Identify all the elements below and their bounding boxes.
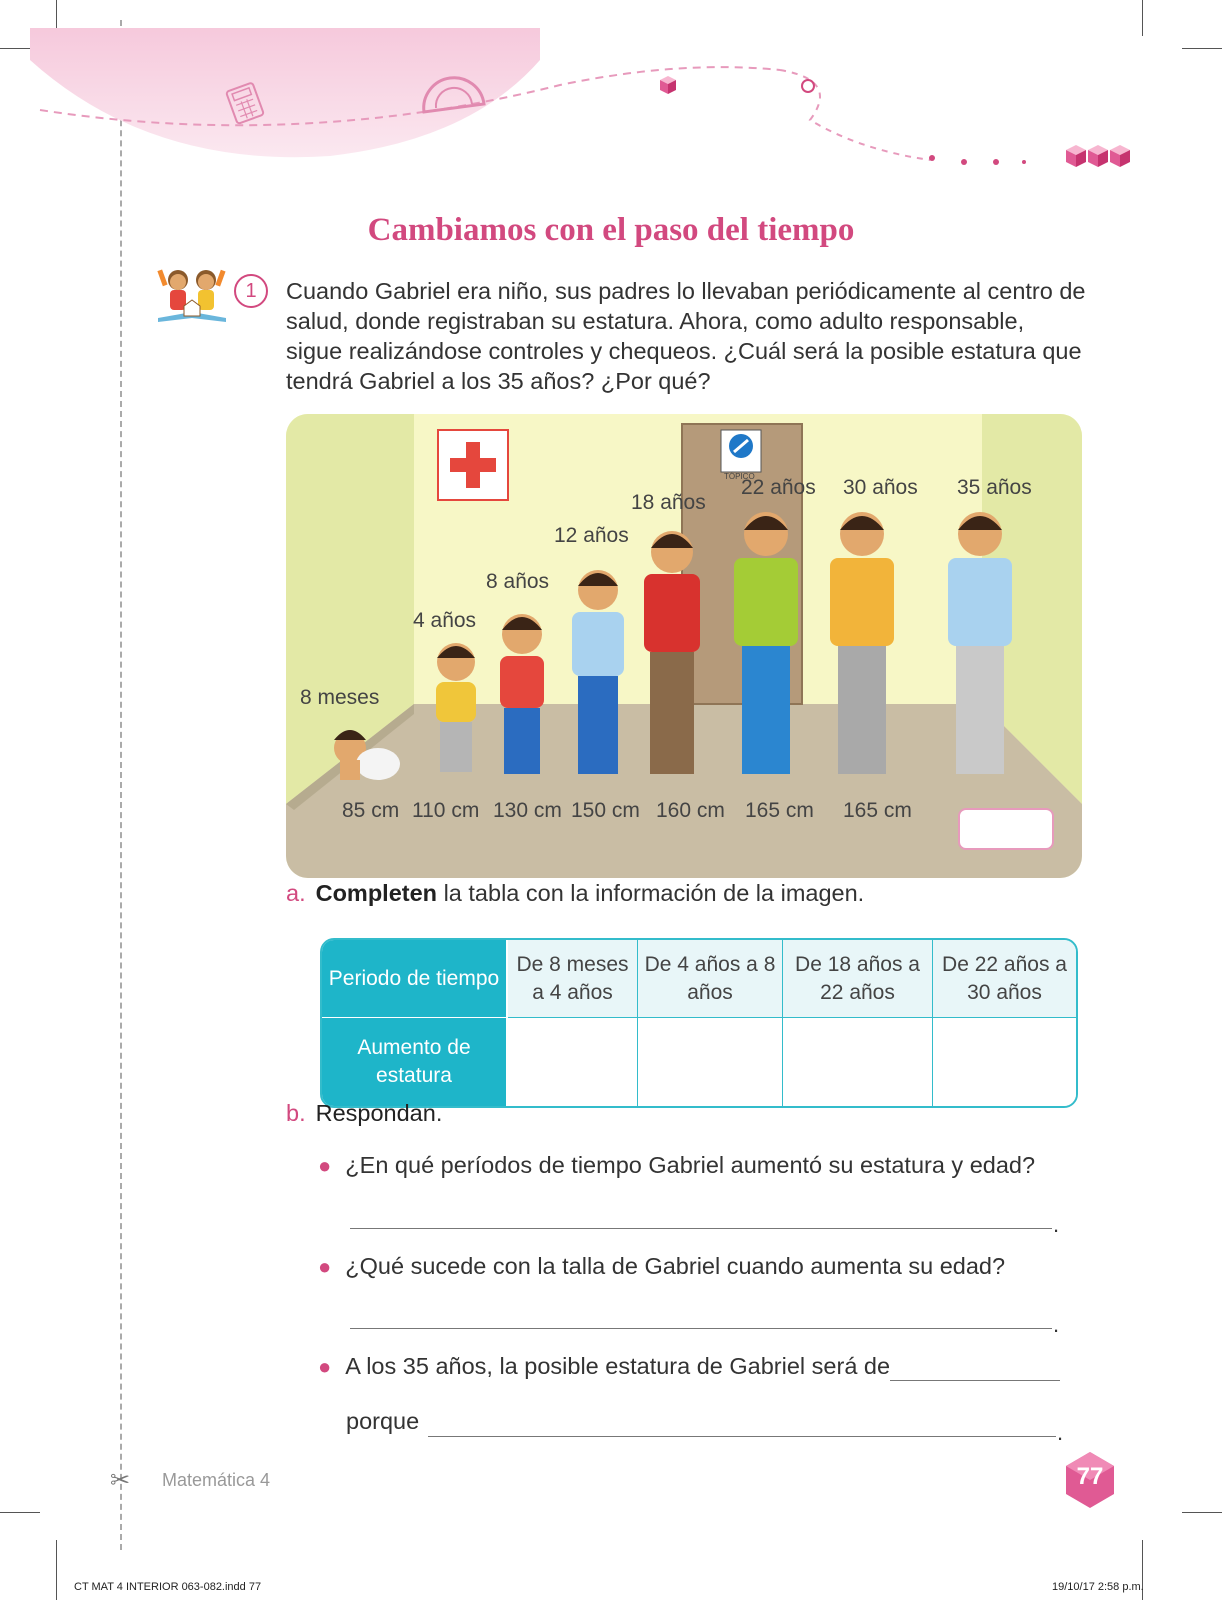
table-answer-cell[interactable] [508, 1018, 638, 1106]
cut-line [120, 20, 122, 1550]
item-b-letter: b. [286, 1100, 306, 1126]
height-label: 160 cm [656, 799, 725, 822]
table-answer-cell[interactable] [933, 1018, 1076, 1106]
print-slug-right: 19/10/17 2:58 p.m. [1052, 1581, 1144, 1593]
height-label: 165 cm [843, 799, 912, 822]
intro-text: Cuando Gabriel era niño, sus padres lo llevaban periódicamente al centro de salud, donde registraban su estatura. Ahora, como adulto responsable, sigue realizándose controles y chequeos. ¿Cuál será la posible estatura que tendrá Gabriel a los 35 años? ¿Por qué? [286, 278, 1086, 394]
print-slug-left: CT MAT 4 INTERIOR 063-082.indd 77 [74, 1581, 262, 1593]
table-period-cell: De 4 años a 8 años [638, 940, 783, 1018]
height-label: 130 cm [493, 799, 562, 822]
table-period-cell: De 8 meses a 4 años [508, 940, 638, 1018]
question-2 [318, 1253, 1005, 1280]
question-3 [318, 1353, 890, 1380]
cubes-decoration [1066, 145, 1130, 167]
item-a-text: la tabla con la información de la imagen. [437, 880, 865, 906]
crop-mark [56, 1540, 57, 1600]
height-label: 165 cm [745, 799, 814, 822]
answer-line-1[interactable] [350, 1228, 1052, 1229]
item-b-text: . [435, 1100, 443, 1126]
question-2-text: ¿Qué sucede con la talla de Gabriel cuando aumenta su edad? [345, 1253, 1006, 1279]
child-figure-4 [436, 643, 476, 772]
height-label: 85 cm [342, 799, 400, 822]
footer-subject: Matemática 4 [162, 1470, 271, 1490]
activity-number-badge: 1 [234, 274, 268, 308]
item-a-verb: Completen [315, 880, 438, 906]
age-label: 18 años [631, 491, 706, 514]
cube-icon [660, 76, 676, 94]
item-a-letter: a. [286, 880, 306, 906]
question-3-text: A los 35 años, la posible estatura de Gabriel será de [345, 1353, 891, 1379]
age-label: 12 años [554, 524, 629, 547]
item-b [286, 1100, 442, 1127]
answer-line-4[interactable] [428, 1436, 1056, 1437]
age-label: 8 años [486, 570, 550, 593]
height-increase-table [320, 938, 1078, 1108]
table-header-period: Periodo de tiempo [322, 940, 508, 1018]
scissors-icon: ✂ [110, 1467, 131, 1494]
height-35-input-box[interactable] [958, 808, 1054, 850]
age-label: 30 años [843, 476, 918, 499]
age-label: 4 años [413, 609, 477, 632]
period-mark: . [1057, 1420, 1064, 1445]
bullet-icon: ● [318, 1254, 332, 1279]
page-title: Cambiamos con el paso del tiempo [367, 212, 855, 248]
table-period-cell: De 18 años a 22 años [783, 940, 933, 1018]
header-decoration [0, 0, 1222, 200]
porque-label: porque [346, 1408, 420, 1434]
age-label: 35 años [957, 476, 1032, 499]
table-answer-cell[interactable] [783, 1018, 933, 1106]
bullet-icon: ● [318, 1354, 332, 1379]
age-label: 22 años [741, 476, 816, 499]
crop-mark [1182, 1512, 1222, 1513]
age-label: 8 meses [300, 686, 380, 709]
table-header-increase: Aumento de estatura [322, 1018, 508, 1106]
period-mark: . [1053, 1312, 1060, 1337]
item-a [286, 880, 864, 907]
child-figure-8 [500, 614, 544, 774]
kids-reading-icon [154, 262, 230, 324]
page-number: 77 [1076, 1463, 1104, 1490]
height-label: 110 cm [412, 799, 480, 822]
crop-mark [0, 1512, 40, 1513]
question-1-text: ¿En qué períodos de tiempo Gabriel aumentó su estatura y edad? [345, 1152, 1036, 1178]
period-mark: . [1053, 1212, 1060, 1237]
door-sign-label: TÓPICO [724, 472, 755, 481]
bullet-icon: ● [318, 1153, 332, 1178]
answer-line-3[interactable] [890, 1380, 1060, 1381]
item-b-verb: Respondan [315, 1100, 436, 1126]
table-period-cell: De 22 años a 30 años [933, 940, 1076, 1018]
page-number-badge [1060, 1450, 1120, 1510]
answer-line-2[interactable] [350, 1328, 1052, 1329]
question-1 [318, 1152, 1035, 1179]
table-answer-cell[interactable] [638, 1018, 783, 1106]
height-label: 150 cm [571, 799, 640, 822]
